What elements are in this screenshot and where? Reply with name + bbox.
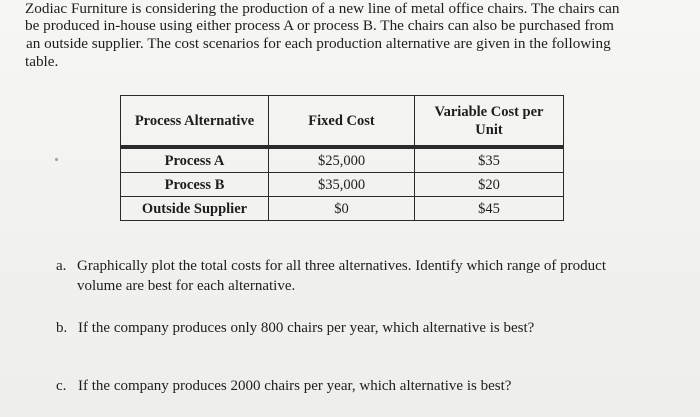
question-marker: a. xyxy=(56,258,67,274)
question-text-line: Graphically plot the total costs for all three alternatives. Identify which range of product xyxy=(77,258,606,274)
cell-variable-cost: $20 xyxy=(415,173,564,197)
header-fixed-cost: Fixed Cost xyxy=(269,96,415,147)
cell-fixed-cost: $25,000 xyxy=(269,148,415,173)
question-marker: b. xyxy=(56,320,68,336)
cell-variable-cost: $35 xyxy=(415,148,564,173)
header-variable-cost-line1: Variable Cost per xyxy=(434,103,544,120)
table-row xyxy=(121,148,564,173)
table-row xyxy=(121,197,564,221)
statement-line: table. xyxy=(25,53,59,70)
cell-alternative: Process A xyxy=(121,148,269,173)
question-text-line: If the company produces only 800 chairs per year, which alternative is best? xyxy=(78,320,535,336)
cell-alternative: Process B xyxy=(121,173,269,197)
table-header-row xyxy=(121,96,564,147)
question-text-line: volume are best for each alternative. xyxy=(77,278,296,294)
question-marker: c. xyxy=(56,378,67,394)
stray-dot xyxy=(55,158,58,161)
question-text-line: If the company produces 2000 chairs per year, which alternative is best? xyxy=(78,378,512,394)
cell-fixed-cost: $35,000 xyxy=(269,173,415,197)
header-variable-cost xyxy=(415,96,564,147)
header-variable-cost-line2: Unit xyxy=(475,121,503,138)
cost-table xyxy=(120,95,564,221)
cell-variable-cost: $45 xyxy=(415,197,564,221)
cell-fixed-cost: $0 xyxy=(269,197,415,221)
cell-alternative: Outside Supplier xyxy=(121,197,269,221)
statement-line: be produced in-house using either process A or process B. The chairs can also be purchased from xyxy=(25,17,614,34)
table-row xyxy=(121,173,564,197)
statement-line: an outside supplier. The cost scenarios for each production alternative are given in the following xyxy=(26,35,611,52)
statement-line: Zodiac Furniture is considering the production of a new line of metal office chairs. The chairs can xyxy=(25,0,620,17)
header-process-alternative: Process Alternative xyxy=(121,96,269,147)
